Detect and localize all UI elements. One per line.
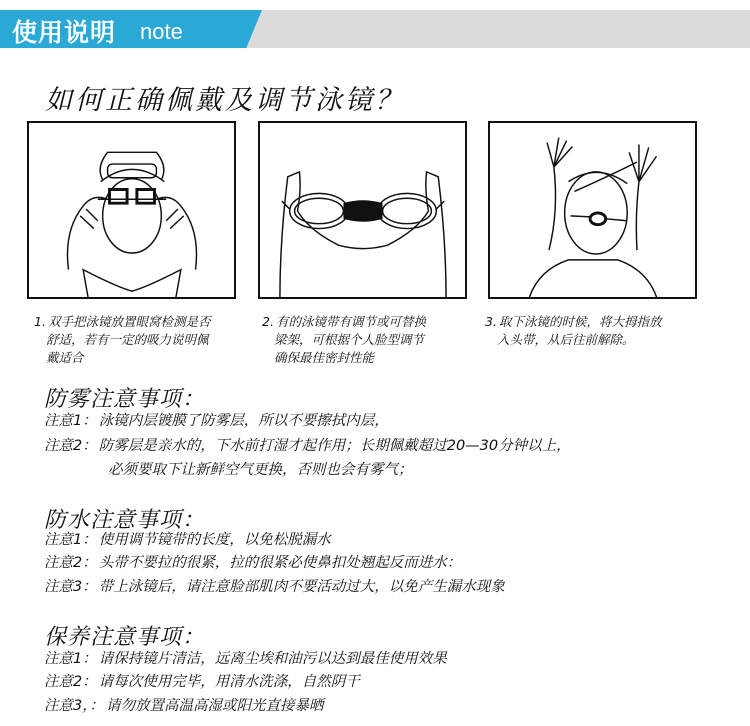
illustration-panel-3: [488, 121, 697, 299]
list-item: 注意3： 带上泳镜后，请注意脸部肌肉不要活动过大，以免产生漏水现象: [44, 579, 505, 595]
person-removing-goggles-icon: [490, 123, 695, 297]
header-note: note: [140, 19, 183, 44]
caption-3: 3. 取下泳镜的时候，将大拇指放 入头带，从后往前解除。: [485, 314, 662, 347]
illustration-panel-2: [258, 121, 467, 299]
list-item-continuation: 必须要取下让新鲜空气更换，否则也会有雾气；: [108, 462, 413, 478]
header-title: 使用说明: [12, 18, 117, 47]
list-item: 注意3，： 请勿放置高温高湿或阳光直接暴晒: [44, 698, 324, 714]
list-item: 注意2： 头带不要拉的很紧，拉的很紧必使鼻扣处翘起反而进水：: [44, 555, 462, 571]
list-item: 注意1： 使用调节镜带的长度，以免松脱漏水: [44, 532, 331, 548]
caption-2: 2. 有的泳镜带有调节或可替换 梁架，可根据个人脸型调节 确保最佳密封性能: [262, 314, 426, 365]
caption-1: 1. 双手把泳镜放置眼窝检测是否 舒适，若有一定的吸力说明佩 戴适合: [34, 314, 211, 365]
list-item: 注意1： 请保持镜片清洁，远离尘埃和油污以达到最佳使用效果: [44, 651, 447, 667]
goggles-strap-icon: [260, 123, 465, 297]
section-title-maintenance: 保养注意事项：: [44, 625, 206, 650]
illustration-panel-1: [27, 121, 236, 299]
list-item: 注意2： 请每次使用完毕，用清水洗涤，自然阴干: [44, 674, 360, 690]
section-title-antifog: 防雾注意事项：: [44, 387, 206, 412]
list-item: 注意2： 防雾层是亲水的，下水前打湿才起作用；长期佩戴超过20—30分钟以上，: [44, 438, 571, 454]
list-item: 注意1： 泳镜内层镀膜了防雾层，所以不要擦拭内层，: [44, 413, 389, 429]
page-title: 如何正确佩戴及调节泳镜？: [45, 85, 405, 116]
section-title-waterproof: 防水注意事项：: [44, 508, 206, 533]
person-putting-on-goggles-icon: [29, 123, 234, 297]
